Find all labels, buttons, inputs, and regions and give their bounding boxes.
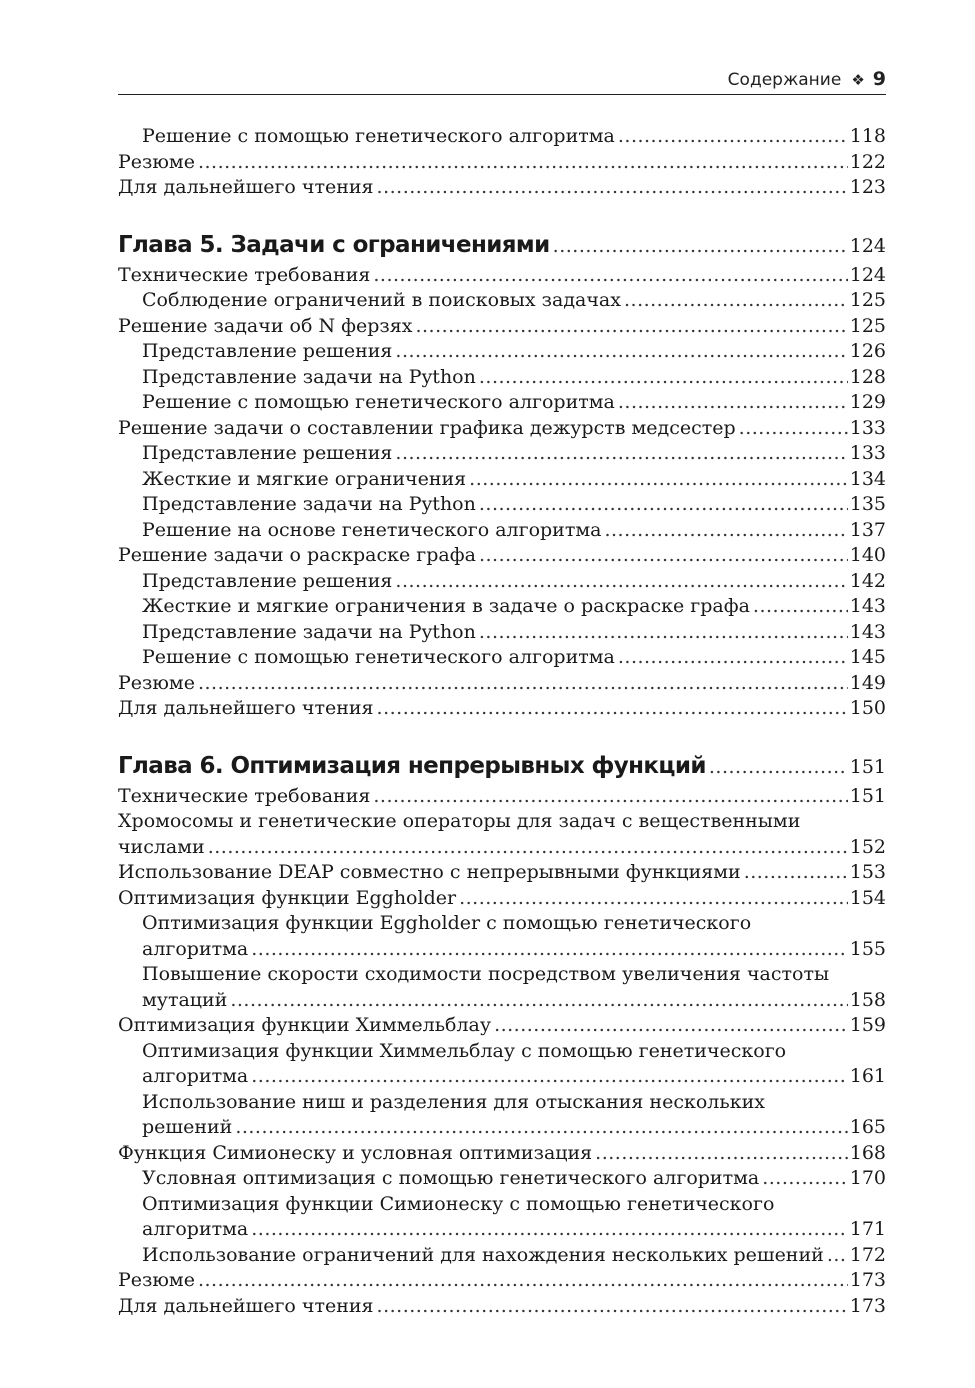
toc-entry[interactable] bbox=[118, 1268, 886, 1294]
toc-entry[interactable] bbox=[118, 784, 886, 810]
page-ref: 158 bbox=[849, 988, 886, 1011]
page-ref: 159 bbox=[849, 1014, 886, 1036]
dot-leader bbox=[479, 620, 848, 646]
entry-title: Представление задачи на Python bbox=[142, 493, 476, 515]
entry-title: Решение с помощью генетического алгоритма bbox=[142, 646, 615, 668]
dot-leader bbox=[459, 886, 848, 912]
dot-leader bbox=[373, 784, 847, 810]
dot-leader bbox=[395, 569, 847, 595]
toc-entry[interactable] bbox=[118, 594, 886, 620]
toc-entry[interactable] bbox=[118, 492, 886, 518]
page-ref: 155 bbox=[849, 937, 886, 960]
page-ref: 118 bbox=[849, 125, 886, 147]
toc-entry[interactable] bbox=[118, 671, 886, 697]
page-ref: 145 bbox=[849, 646, 886, 668]
page-ref: 149 bbox=[849, 671, 886, 694]
toc-entry[interactable] bbox=[118, 518, 886, 544]
chapter-title: Глава 6. Оптимизация непрерывных функций bbox=[118, 752, 706, 779]
entry-title-continuation: алгоритма bbox=[142, 1218, 249, 1240]
toc-entry-title-line[interactable] bbox=[118, 1039, 886, 1065]
page-ref: 122 bbox=[849, 150, 886, 173]
entry-title: Представление решения bbox=[142, 442, 393, 464]
toc-entry[interactable] bbox=[118, 175, 886, 201]
dot-leader bbox=[377, 1294, 848, 1320]
entry-title: Жесткие и мягкие ограничения в задаче о раскраске графа bbox=[142, 595, 750, 617]
toc-entry[interactable] bbox=[118, 645, 886, 671]
entry-title: Резюме bbox=[118, 671, 195, 694]
dot-leader bbox=[604, 518, 847, 544]
toc-entry[interactable] bbox=[118, 390, 886, 416]
entry-title: Решение с помощью генетического алгоритма bbox=[142, 125, 615, 147]
dot-leader bbox=[827, 1243, 848, 1269]
ornament-icon: ❖ bbox=[851, 71, 865, 89]
entry-title: Решение с помощью генетического алгоритма bbox=[142, 391, 615, 413]
entry-title: Оптимизация функции Химмельблау bbox=[118, 1014, 492, 1036]
dot-leader bbox=[251, 1064, 847, 1090]
toc-entry[interactable] bbox=[118, 886, 886, 912]
entry-title: Оптимизация функции Eggholder bbox=[118, 886, 457, 909]
dot-leader bbox=[373, 263, 847, 289]
toc-entry[interactable] bbox=[118, 1166, 886, 1192]
toc-entry[interactable] bbox=[118, 1064, 886, 1090]
toc-entry[interactable] bbox=[118, 124, 886, 150]
page-ref: 124 bbox=[849, 234, 886, 257]
page-ref: 171 bbox=[849, 1218, 886, 1240]
dot-leader bbox=[469, 467, 848, 493]
entry-title: Решение на основе генетического алгоритма bbox=[142, 518, 602, 541]
dot-leader bbox=[624, 288, 848, 314]
toc-entry[interactable] bbox=[118, 569, 886, 595]
entry-title: Хромосомы и генетические операторы для задач с вещественными bbox=[118, 810, 801, 832]
entry-title: Представление решения bbox=[142, 340, 393, 362]
toc-entry[interactable] bbox=[118, 1243, 886, 1269]
page-ref: 123 bbox=[849, 176, 886, 198]
page-ref: 152 bbox=[849, 835, 886, 858]
page-ref: 151 bbox=[849, 784, 886, 807]
page-ref: 173 bbox=[849, 1269, 886, 1291]
running-header-content bbox=[728, 68, 886, 90]
page-ref: 143 bbox=[849, 595, 886, 617]
entry-title: Функция Симионеску и условная оптимизация bbox=[118, 1141, 593, 1164]
section-title: Содержание bbox=[727, 70, 842, 90]
dot-leader bbox=[744, 860, 848, 886]
entry-title: Технические требования bbox=[118, 263, 371, 286]
page-ref: 125 bbox=[849, 314, 886, 337]
page-ref: 140 bbox=[849, 544, 886, 566]
page-number: 9 bbox=[872, 68, 886, 90]
page-ref: 126 bbox=[849, 340, 886, 362]
dot-leader bbox=[377, 175, 848, 201]
dot-leader bbox=[479, 365, 848, 391]
entry-title: Жесткие и мягкие ограничения bbox=[142, 467, 467, 490]
entry-title: Решение задачи о составлении графика дежурств медсестер bbox=[118, 416, 736, 439]
dot-leader bbox=[618, 124, 848, 150]
page-ref: 153 bbox=[849, 861, 886, 883]
toc-entry[interactable] bbox=[118, 314, 886, 340]
entry-title: Резюме bbox=[118, 1269, 195, 1291]
dot-leader bbox=[395, 441, 847, 467]
dot-leader bbox=[762, 1166, 848, 1192]
running-header bbox=[118, 64, 886, 95]
toc-entry[interactable] bbox=[118, 150, 886, 176]
page-ref: 161 bbox=[849, 1065, 886, 1087]
toc-entry-title-line[interactable] bbox=[118, 1192, 886, 1218]
dot-leader bbox=[251, 937, 847, 963]
page-ref: 172 bbox=[849, 1243, 886, 1266]
entry-title-continuation: алгоритма bbox=[142, 937, 249, 960]
toc-entry[interactable] bbox=[118, 1013, 886, 1039]
page-ref: 125 bbox=[849, 289, 886, 311]
toc-entry[interactable] bbox=[118, 620, 886, 646]
toc-entry[interactable] bbox=[118, 543, 886, 569]
entry-title: Решение задачи об N ферзях bbox=[118, 314, 413, 337]
dot-leader bbox=[198, 150, 848, 176]
dot-leader bbox=[198, 671, 848, 697]
page-ref: 133 bbox=[849, 416, 886, 439]
toc-entry[interactable] bbox=[118, 441, 886, 467]
entry-title: Использование ниш и разделения для отыскания нескольких bbox=[142, 1090, 765, 1113]
entry-title: Использование DEAP совместно с непрерывными функциями bbox=[118, 861, 741, 883]
page-ref: 128 bbox=[849, 365, 886, 388]
dot-leader bbox=[230, 988, 847, 1014]
entry-title: Для дальнейшего чтения bbox=[118, 1294, 374, 1317]
toc-entry[interactable] bbox=[118, 835, 886, 861]
toc-entry[interactable] bbox=[118, 288, 886, 314]
page-ref: 134 bbox=[849, 467, 886, 490]
entry-title: Оптимизация функции Eggholder с помощью генетического bbox=[142, 912, 752, 934]
toc-entry[interactable] bbox=[118, 1141, 886, 1167]
entry-title: Для дальнейшего чтения bbox=[118, 176, 374, 198]
entry-title-continuation: числами bbox=[118, 835, 205, 858]
dot-leader bbox=[618, 645, 848, 671]
dot-leader bbox=[753, 594, 848, 620]
page-ref: 165 bbox=[849, 1116, 886, 1138]
dot-leader bbox=[494, 1013, 848, 1039]
entry-title: Представление решения bbox=[142, 569, 393, 592]
toc-entry[interactable] bbox=[118, 988, 886, 1014]
page-ref: 154 bbox=[849, 886, 886, 909]
toc-entry[interactable] bbox=[118, 1115, 886, 1141]
entry-title: Для дальнейшего чтения bbox=[118, 697, 374, 719]
toc-chapter-heading[interactable] bbox=[118, 748, 886, 784]
entry-title: Представление задачи на Python bbox=[142, 365, 476, 388]
dot-leader bbox=[235, 1115, 847, 1141]
dot-leader bbox=[479, 543, 848, 569]
toc-entry[interactable] bbox=[118, 860, 886, 886]
dot-leader bbox=[208, 835, 848, 861]
dot-leader bbox=[709, 749, 848, 785]
entry-title: Использование ограничений для нахождения нескольких решений bbox=[142, 1243, 824, 1266]
toc-entry[interactable] bbox=[118, 937, 886, 963]
toc-entry[interactable] bbox=[118, 365, 886, 391]
toc-entry[interactable] bbox=[118, 339, 886, 365]
page-ref: 129 bbox=[849, 391, 886, 413]
dot-leader bbox=[553, 228, 848, 264]
page-ref: 168 bbox=[849, 1141, 886, 1164]
entry-title: Резюме bbox=[118, 150, 195, 173]
page-ref: 143 bbox=[849, 620, 886, 643]
toc-entry-title-line[interactable] bbox=[118, 809, 886, 835]
toc-entry[interactable] bbox=[118, 696, 886, 722]
page-ref: 124 bbox=[849, 263, 886, 286]
toc-entry-title-line[interactable] bbox=[118, 911, 886, 937]
entry-title: Представление задачи на Python bbox=[142, 620, 476, 643]
page-ref: 135 bbox=[849, 493, 886, 515]
toc-entry[interactable] bbox=[118, 467, 886, 493]
entry-title: Оптимизация функции Химмельблау с помощью генетического bbox=[142, 1039, 787, 1062]
entry-title: Соблюдение ограничений в поисковых задачах bbox=[142, 289, 621, 311]
page-ref: 137 bbox=[849, 518, 886, 541]
toc-entry[interactable] bbox=[118, 1217, 886, 1243]
toc-entry[interactable] bbox=[118, 263, 886, 289]
toc-entry-title-line[interactable] bbox=[118, 962, 886, 988]
toc-entry[interactable] bbox=[118, 416, 886, 442]
toc-entry[interactable] bbox=[118, 1294, 886, 1320]
page-ref: 133 bbox=[849, 442, 886, 464]
entry-title: Оптимизация функции Симионеску с помощью генетического bbox=[142, 1192, 775, 1215]
dot-leader bbox=[479, 492, 848, 518]
dot-leader bbox=[739, 416, 848, 442]
table-of-contents bbox=[118, 124, 886, 1319]
dot-leader bbox=[415, 314, 847, 340]
page-ref: 150 bbox=[849, 697, 886, 719]
dot-leader bbox=[395, 339, 847, 365]
page-ref: 142 bbox=[849, 569, 886, 592]
toc-entry-title-line[interactable] bbox=[118, 1090, 886, 1116]
page-ref: 173 bbox=[849, 1294, 886, 1317]
page-ref: 170 bbox=[849, 1167, 886, 1189]
entry-title-continuation: алгоритма bbox=[142, 1065, 249, 1087]
dot-leader bbox=[198, 1268, 848, 1294]
entry-title: Решение задачи о раскраске графа bbox=[118, 544, 476, 566]
entry-title: Технические требования bbox=[118, 784, 371, 807]
page-ref: 151 bbox=[849, 755, 886, 778]
entry-title: Условная оптимизация с помощью генетического алгоритма bbox=[142, 1167, 760, 1189]
dot-leader bbox=[251, 1217, 847, 1243]
dot-leader bbox=[618, 390, 848, 416]
dot-leader bbox=[377, 696, 848, 722]
entry-title: Повышение скорости сходимости посредством увеличения частоты bbox=[142, 963, 830, 985]
entry-title-continuation: мутаций bbox=[142, 988, 228, 1011]
toc-chapter-heading[interactable] bbox=[118, 227, 886, 263]
chapter-title: Глава 5. Задачи с ограничениями bbox=[118, 231, 550, 258]
dot-leader bbox=[595, 1141, 848, 1167]
entry-title-continuation: решений bbox=[142, 1116, 233, 1138]
